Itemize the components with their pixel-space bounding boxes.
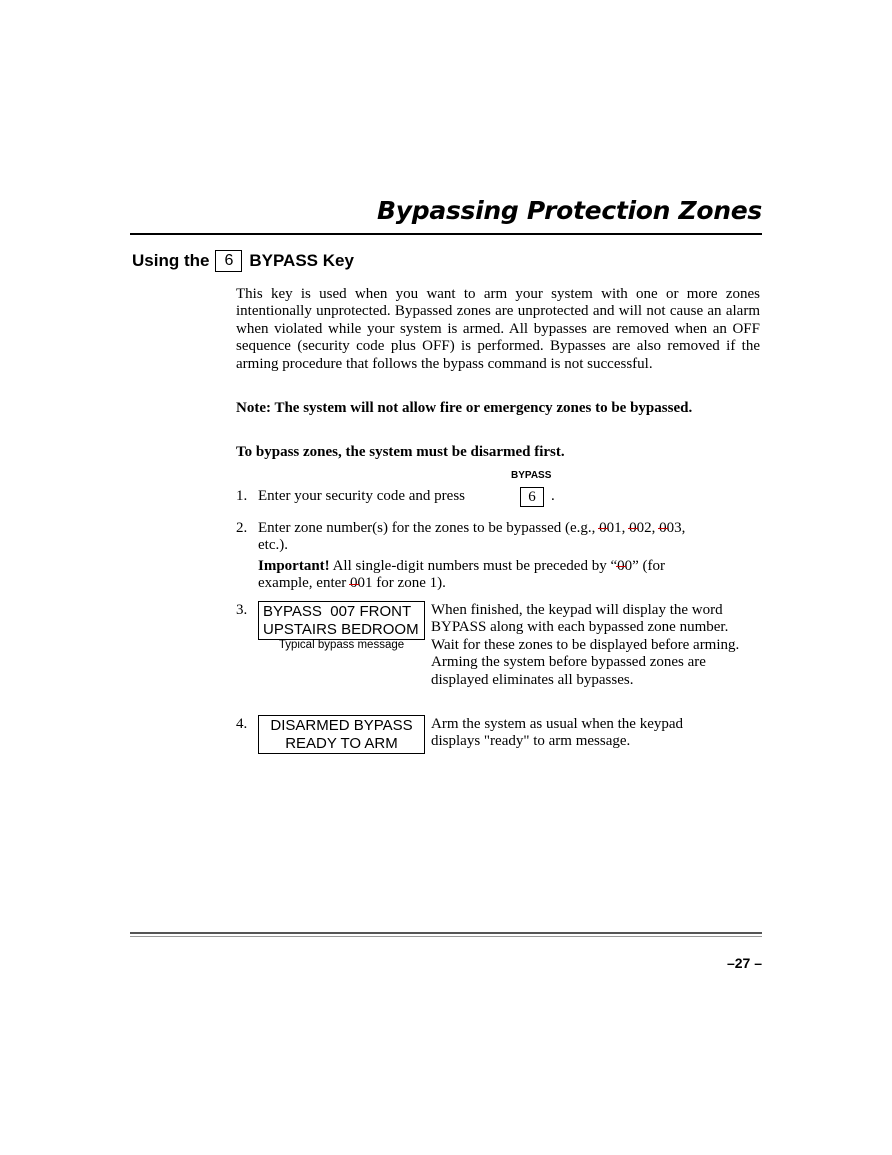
strike-zero-mark: 0: [629, 520, 637, 536]
step-4-text: Arm the system as usual when the keypad displays "ready" to arm message.: [431, 716, 684, 750]
step-1-period: .: [551, 488, 555, 504]
bypass-key-6-box: 6: [215, 250, 242, 272]
keypad-display-ready-message: [258, 715, 425, 754]
step-2-text-b: etc.).: [258, 537, 288, 554]
step-2-text-a: Enter zone number(s) for the zones to be bypassed (e.g.,: [258, 520, 600, 536]
step-2-important: [258, 558, 761, 593]
important-label: Important!: [258, 558, 330, 574]
step-1-text: Enter your security code and press: [258, 488, 466, 504]
intro-paragraph: This key is used when you want to arm your system with one or more zones intentionally unprotected. Bypassed zones are unprotected and will not cause an alarm when violated while your system is armed. All bypasses are removed when an OFF sequence (security code plus OFF) is performed. Bypasses are also removed if the arming procedure that follows the bypass command is not successful.: [236, 286, 760, 372]
strike-zero-mark: 0: [659, 520, 667, 536]
section-heading: [132, 250, 354, 272]
step-3-number: 3.: [236, 602, 248, 618]
strike-zero-mark: 0: [617, 558, 625, 574]
zone-example-2: 02,: [636, 520, 660, 536]
strike-zero-mark: 0: [599, 520, 607, 536]
title-rule: [130, 233, 762, 235]
section-heading-suffix: BYPASS Key: [249, 251, 354, 270]
footer-rule-thin: [130, 936, 762, 937]
important-text-d: 01 for zone 1).: [357, 575, 446, 592]
lcd-line-1: BYPASS 007 FRONT: [263, 603, 412, 620]
strike-zero-mark: 0: [350, 575, 358, 592]
note-paragraph: [236, 400, 760, 417]
page-title: Bypassing Protection Zones: [377, 196, 762, 225]
lcd-line-1: DISARMED BYPASS: [270, 717, 413, 734]
bypass-key-6-box-step: 6: [520, 487, 544, 507]
step-3-text: When finished, the keypad will display the word BYPASS along with each bypassed zone number. Wait for these zones to be displayed before arming. Arming the system before bypassed zones are displayed eliminates all bypasses.: [431, 602, 740, 688]
zone-example-3: 03,: [666, 520, 686, 536]
lcd-line-2: READY TO ARM: [285, 734, 398, 752]
keypad-display-bypass-message: [258, 601, 425, 640]
footer-rule: [130, 932, 762, 934]
disarm-note-text: To bypass zones, the system must be disarmed first.: [236, 444, 565, 460]
lcd-caption: Typical bypass message: [278, 639, 405, 651]
step-4-number: 4.: [236, 716, 248, 732]
lcd-line-2: UPSTAIRS BEDROOM: [263, 620, 419, 638]
zone-example-1: 01,: [606, 520, 630, 536]
important-text-c: example, enter: [258, 575, 351, 592]
important-text-b: 0” (for: [624, 558, 666, 574]
step-2-text: [258, 520, 761, 555]
step-1-number: 1.: [236, 488, 248, 504]
section-heading-prefix: Using the: [132, 251, 210, 270]
disarm-note: [236, 444, 760, 461]
important-text-a: All single-digit numbers must be preceded by “: [329, 558, 618, 574]
note-text: Note: The system will not allow fire or emergency zones to be bypassed.: [236, 400, 693, 416]
bypass-key-caption: BYPASS: [511, 470, 552, 481]
step-2-number: 2.: [236, 520, 248, 536]
page-number: –27 –: [726, 955, 762, 971]
